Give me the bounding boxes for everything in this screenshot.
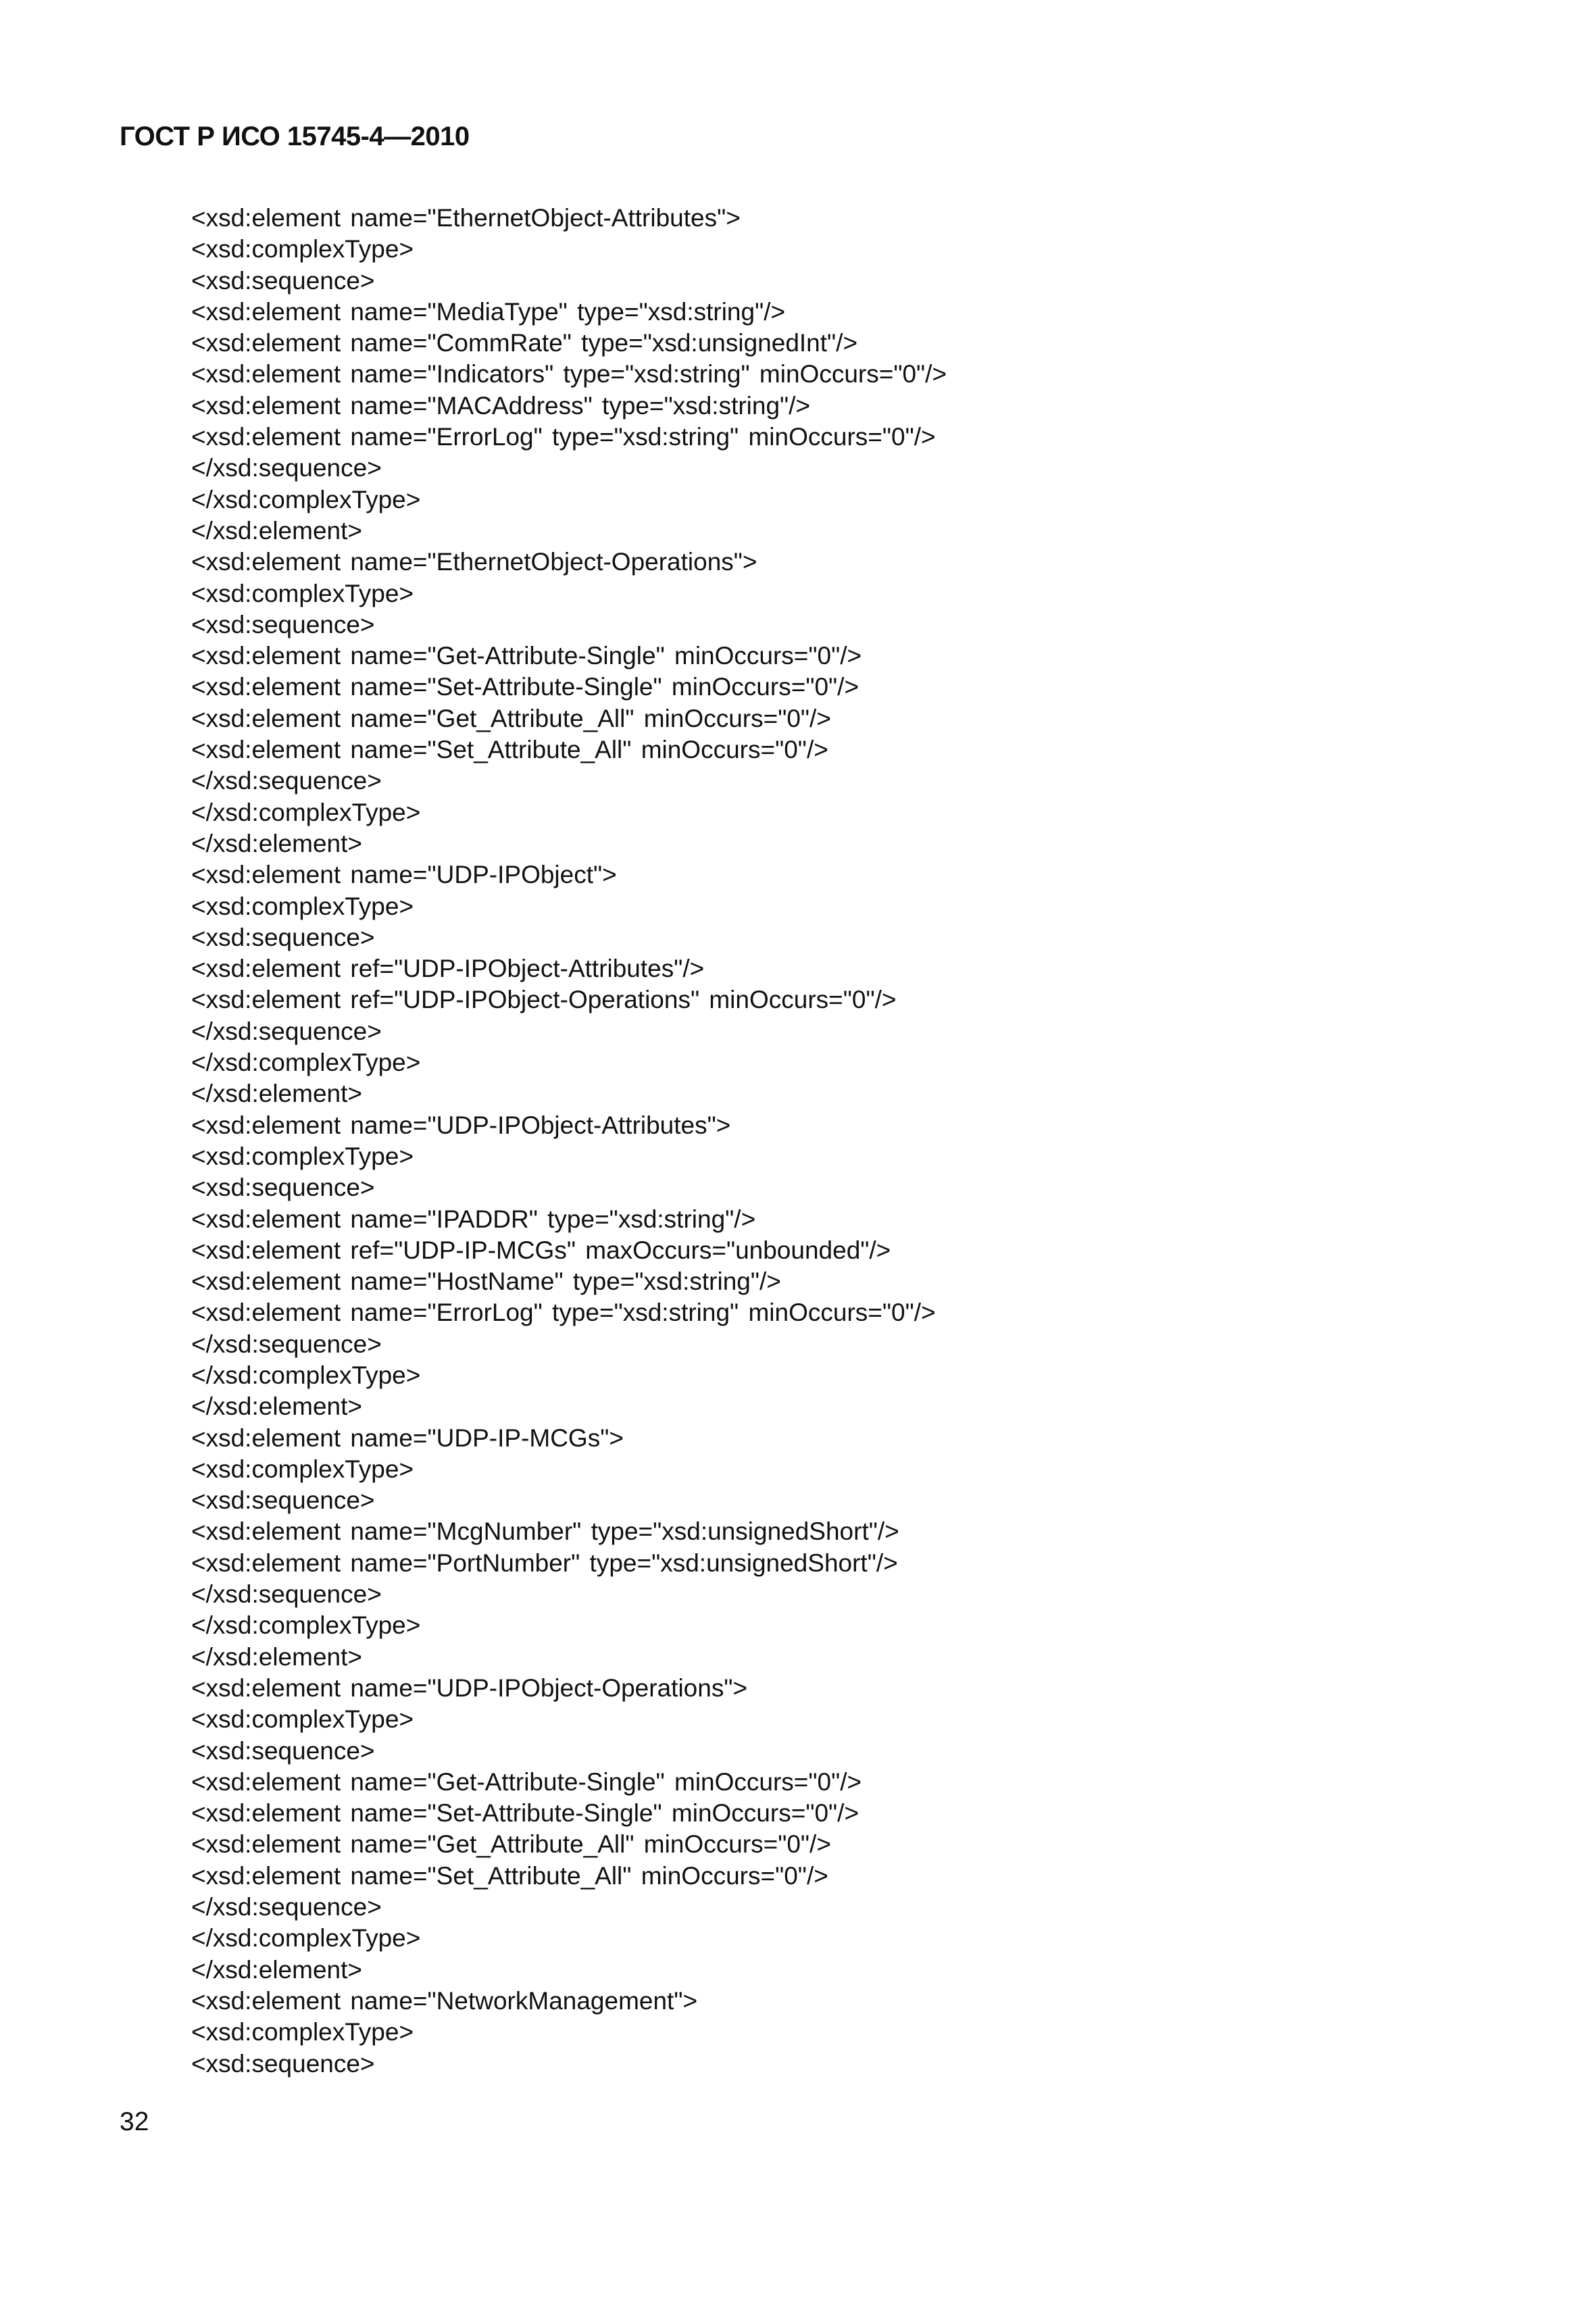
code-line: <xsd:complexType> (191, 1455, 414, 1483)
code-line: <xsd:element name="Get-Attribute-Single" minOccurs="0"/> (191, 642, 862, 670)
code-line: <xsd:element name="Get_Attribute_All" minOccurs="0"/> (191, 704, 831, 732)
code-line: <xsd:element name="UDP-IPObject-Operations"> (191, 1674, 748, 1702)
code-line: </xsd:complexType> (191, 798, 421, 826)
code-line: <xsd:element name="McgNumber" type="xsd:unsignedShort"/> (191, 1517, 899, 1546)
code-line: </xsd:complexType> (191, 1049, 421, 1077)
code-line: <xsd:element name="UDP-IP-MCGs"> (191, 1424, 624, 1452)
code-line: </xsd:element> (191, 1080, 362, 1108)
code-line: </xsd:element> (191, 516, 362, 545)
code-line: <xsd:sequence> (191, 1486, 375, 1515)
code-line: <xsd:element name="Set_Attribute_All" minOccurs="0"/> (191, 736, 828, 764)
code-line: <xsd:complexType> (191, 235, 414, 263)
code-line: </xsd:complexType> (191, 485, 421, 513)
code-line: <xsd:element name="PortNumber" type="xsd:unsignedShort"/> (191, 1549, 898, 1577)
code-line: <xsd:sequence> (191, 266, 375, 295)
code-line: <xsd:sequence> (191, 2049, 375, 2078)
code-line: <xsd:element name="Set_Attribute_All" minOccurs="0"/> (191, 1861, 828, 1890)
code-line: <xsd:element name="ErrorLog" type="xsd:string" minOccurs="0"/> (191, 423, 936, 451)
code-line: <xsd:element name="Set-Attribute-Single" minOccurs="0"/> (191, 673, 859, 701)
code-line: <xsd:element name="UDP-IPObject"> (191, 861, 617, 889)
code-line: </xsd:sequence> (191, 767, 382, 795)
code-line: <xsd:element ref="UDP-IPObject-Operations" minOccurs="0"/> (191, 986, 897, 1014)
code-line: </xsd:element> (191, 829, 362, 857)
code-line: <xsd:element name="CommRate" type="xsd:unsignedInt"/> (191, 329, 858, 357)
document-header: ГОСТ Р ИСО 15745-4—2010 (120, 122, 470, 151)
code-line: </xsd:element> (191, 1642, 362, 1671)
xml-schema-listing (191, 203, 1475, 2080)
code-line: <xsd:complexType> (191, 579, 414, 607)
code-line: </xsd:sequence> (191, 1893, 382, 1921)
code-line: <xsd:sequence> (191, 923, 375, 951)
code-line: <xsd:complexType> (191, 1705, 414, 1734)
code-line: </xsd:complexType> (191, 1611, 421, 1640)
code-line: <xsd:element name="Get_Attribute_All" minOccurs="0"/> (191, 1830, 831, 1859)
code-line: <xsd:complexType> (191, 2018, 414, 2046)
code-line: <xsd:sequence> (191, 1736, 375, 1765)
code-line: <xsd:element name="Set-Attribute-Single" minOccurs="0"/> (191, 1799, 859, 1828)
code-line: <xsd:element name="EthernetObject-Operations"> (191, 548, 757, 576)
code-line: </xsd:sequence> (191, 1330, 382, 1358)
code-line: <xsd:element name="Indicators" type="xsd:string" minOccurs="0"/> (191, 360, 947, 388)
code-line: <xsd:element name="EthernetObject-Attributes"> (191, 204, 741, 232)
code-line: </xsd:element> (191, 1392, 362, 1421)
page-number: 32 (120, 2107, 149, 2136)
code-line: </xsd:complexType> (191, 1361, 421, 1389)
code-line: <xsd:element name="NetworkManagement"> (191, 1986, 698, 2015)
code-line: <xsd:element name="ErrorLog" type="xsd:string" minOccurs="0"/> (191, 1299, 936, 1327)
code-line: <xsd:sequence> (191, 610, 375, 638)
code-line: <xsd:element ref="UDP-IPObject-Attributes"/> (191, 955, 705, 983)
code-line: <xsd:element name="IPADDR" type="xsd:string"/> (191, 1205, 756, 1233)
code-line: </xsd:element> (191, 1955, 362, 1984)
code-line: <xsd:element name="HostName" type="xsd:string"/> (191, 1267, 781, 1296)
code-line: <xsd:complexType> (191, 892, 414, 920)
code-line: <xsd:element name="Get-Attribute-Single" minOccurs="0"/> (191, 1767, 862, 1796)
code-line: </xsd:sequence> (191, 454, 382, 482)
code-line: </xsd:sequence> (191, 1017, 382, 1045)
code-line: </xsd:sequence> (191, 1580, 382, 1609)
code-line: <xsd:element name="UDP-IPObject-Attributes"> (191, 1111, 731, 1139)
code-line: </xsd:complexType> (191, 1924, 421, 1953)
code-line: <xsd:element name="MACAddress" type="xsd:string"/> (191, 391, 811, 420)
code-line: <xsd:element name="MediaType" type="xsd:string"/> (191, 297, 786, 326)
code-line: <xsd:element ref="UDP-IP-MCGs" maxOccurs="unbounded"/> (191, 1236, 891, 1264)
code-line: <xsd:sequence> (191, 1174, 375, 1202)
code-line: <xsd:complexType> (191, 1142, 414, 1170)
